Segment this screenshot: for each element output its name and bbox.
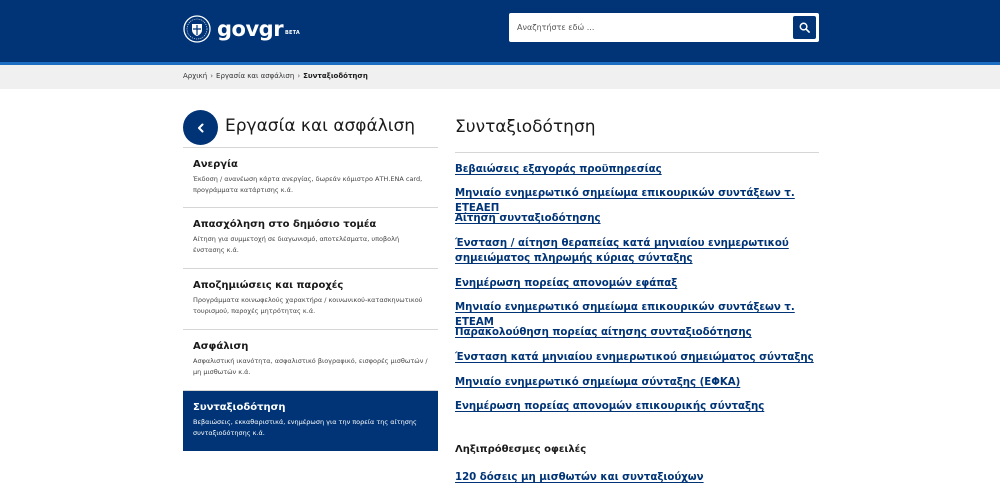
logo-text-gov: gov — [217, 17, 259, 41]
sidebar-item-unemployment[interactable] — [183, 148, 438, 208]
beta-badge: BETA — [285, 30, 300, 36]
sidebar-item-desc: Προγράμματα κοινωφελούς χαρακτήρα / κοινωνικού-κατασκηνωτικού τουρισμού, παροχές μητρότητας κ.ά. — [193, 296, 423, 315]
breadcrumb-separator: › — [210, 72, 214, 80]
sidebar-item-title: Ασφάλιση — [193, 341, 249, 352]
search-box — [509, 13, 819, 42]
site-header — [0, 0, 1000, 62]
sidebar-item-desc: Βεβαιώσεις, εκκαθαριστικά, ενημέρωση για την πορεία της αίτησης συνταξιοδότησης κ.ά. — [193, 418, 417, 437]
sidebar-item-retirement[interactable] — [183, 391, 438, 451]
greek-emblem-icon — [183, 15, 211, 43]
sidebar-item-title: Ανεργία — [193, 159, 238, 170]
link-pension-statement-objection[interactable]: Ένσταση κατά μηνιαίου ενημερωτικού σημειώματος σύνταξης — [455, 352, 814, 363]
breadcrumb — [183, 72, 368, 80]
link-eteaep-statement[interactable]: Μηνιαίο ενημερωτικό σημείωμα επικουρικών συντάξεων τ. ΕΤΕΑΕΠ — [455, 188, 795, 214]
link-lump-sum-progress[interactable]: Ενημέρωση πορείας απονομών εφάπαξ — [455, 278, 678, 289]
sidebar-item-title: Απασχόληση στο δημόσιο τομέα — [193, 219, 377, 230]
breadcrumb-separator: › — [297, 72, 301, 80]
link-efka-statement[interactable]: Μηνιαίο ενημερωτικό σημείωμα σύνταξης (ΕΦΚΑ) — [455, 377, 741, 388]
breadcrumb-home[interactable]: Αρχική — [183, 72, 208, 80]
subheading-overdue-debts: Ληξιπρόθεσμες οφειλές — [455, 444, 587, 455]
link-main-pension-objection[interactable]: Ένσταση / αίτηση θεραπείας κατά μηνιαίου ενημερωτικού σημειώματος πληρωμής κύριας σύνταξης — [455, 238, 789, 264]
sidebar-item-desc: Ασφαλιστική ικανότητα, ασφαλιστικό βιογραφικό, εισφορές μισθωτών / μη μισθωτών κ.ά. — [193, 357, 428, 376]
breadcrumb-current: Συνταξιοδότηση — [303, 72, 368, 80]
govgr-logo[interactable] — [183, 15, 300, 43]
link-prior-service-certificates[interactable]: Βεβαιώσεις εξαγοράς προϋπηρεσίας — [455, 164, 662, 175]
sidebar-item-desc: Αίτηση για συμμετοχή σε διαγωνισμό, αποτελέσματα, υποβολή ένστασης κ.ά. — [193, 235, 400, 254]
search-button[interactable] — [793, 16, 816, 39]
breadcrumb-bar — [0, 65, 1000, 89]
sidebar-item-insurance[interactable] — [183, 330, 438, 391]
section-title: Εργασία και ασφάλιση — [225, 116, 416, 136]
divider — [455, 152, 819, 153]
search-icon — [799, 22, 810, 33]
search-input[interactable] — [509, 13, 789, 42]
breadcrumb-work-insurance[interactable]: Εργασία και ασφάλιση — [216, 72, 295, 80]
chevron-left-icon — [195, 122, 207, 134]
sidebar-item-benefits[interactable] — [183, 269, 438, 330]
logo-text-gr: gr — [258, 17, 284, 41]
link-pension-application[interactable]: Αίτηση συνταξιοδότησης — [455, 213, 601, 224]
link-eteam-statement[interactable]: Μηνιαίο ενημερωτικό σημείωμα επικουρικών συντάξεων τ. ΕΤΕΑΜ — [455, 302, 795, 328]
logo-wordmark — [217, 17, 300, 41]
sidebar-item-public-sector[interactable] — [183, 208, 438, 269]
sidebar-item-desc: Έκδοση / ανανέωση κάρτα ανεργίας, δωρεάν κόμιστρο ΑΤΗ.ΕΝΑ card, προγράμματα κατάρτισης κ.ά. — [193, 175, 423, 194]
link-application-tracking[interactable]: Παρακολούθηση πορείας αίτησης συνταξιοδότησης — [455, 327, 752, 338]
page-title: Συνταξιοδότηση — [455, 117, 596, 137]
back-button[interactable] — [183, 110, 218, 145]
link-auxiliary-pension-progress[interactable]: Ενημέρωση πορείας απονομών επικουρικής σύνταξης — [455, 401, 765, 412]
sidebar-item-title: Αποζημιώσεις και παροχές — [193, 280, 344, 291]
link-120-installments[interactable]: 120 δόσεις μη μισθωτών και συνταξιούχων — [455, 472, 704, 483]
sidebar-item-title: Συνταξιοδότηση — [193, 402, 286, 413]
